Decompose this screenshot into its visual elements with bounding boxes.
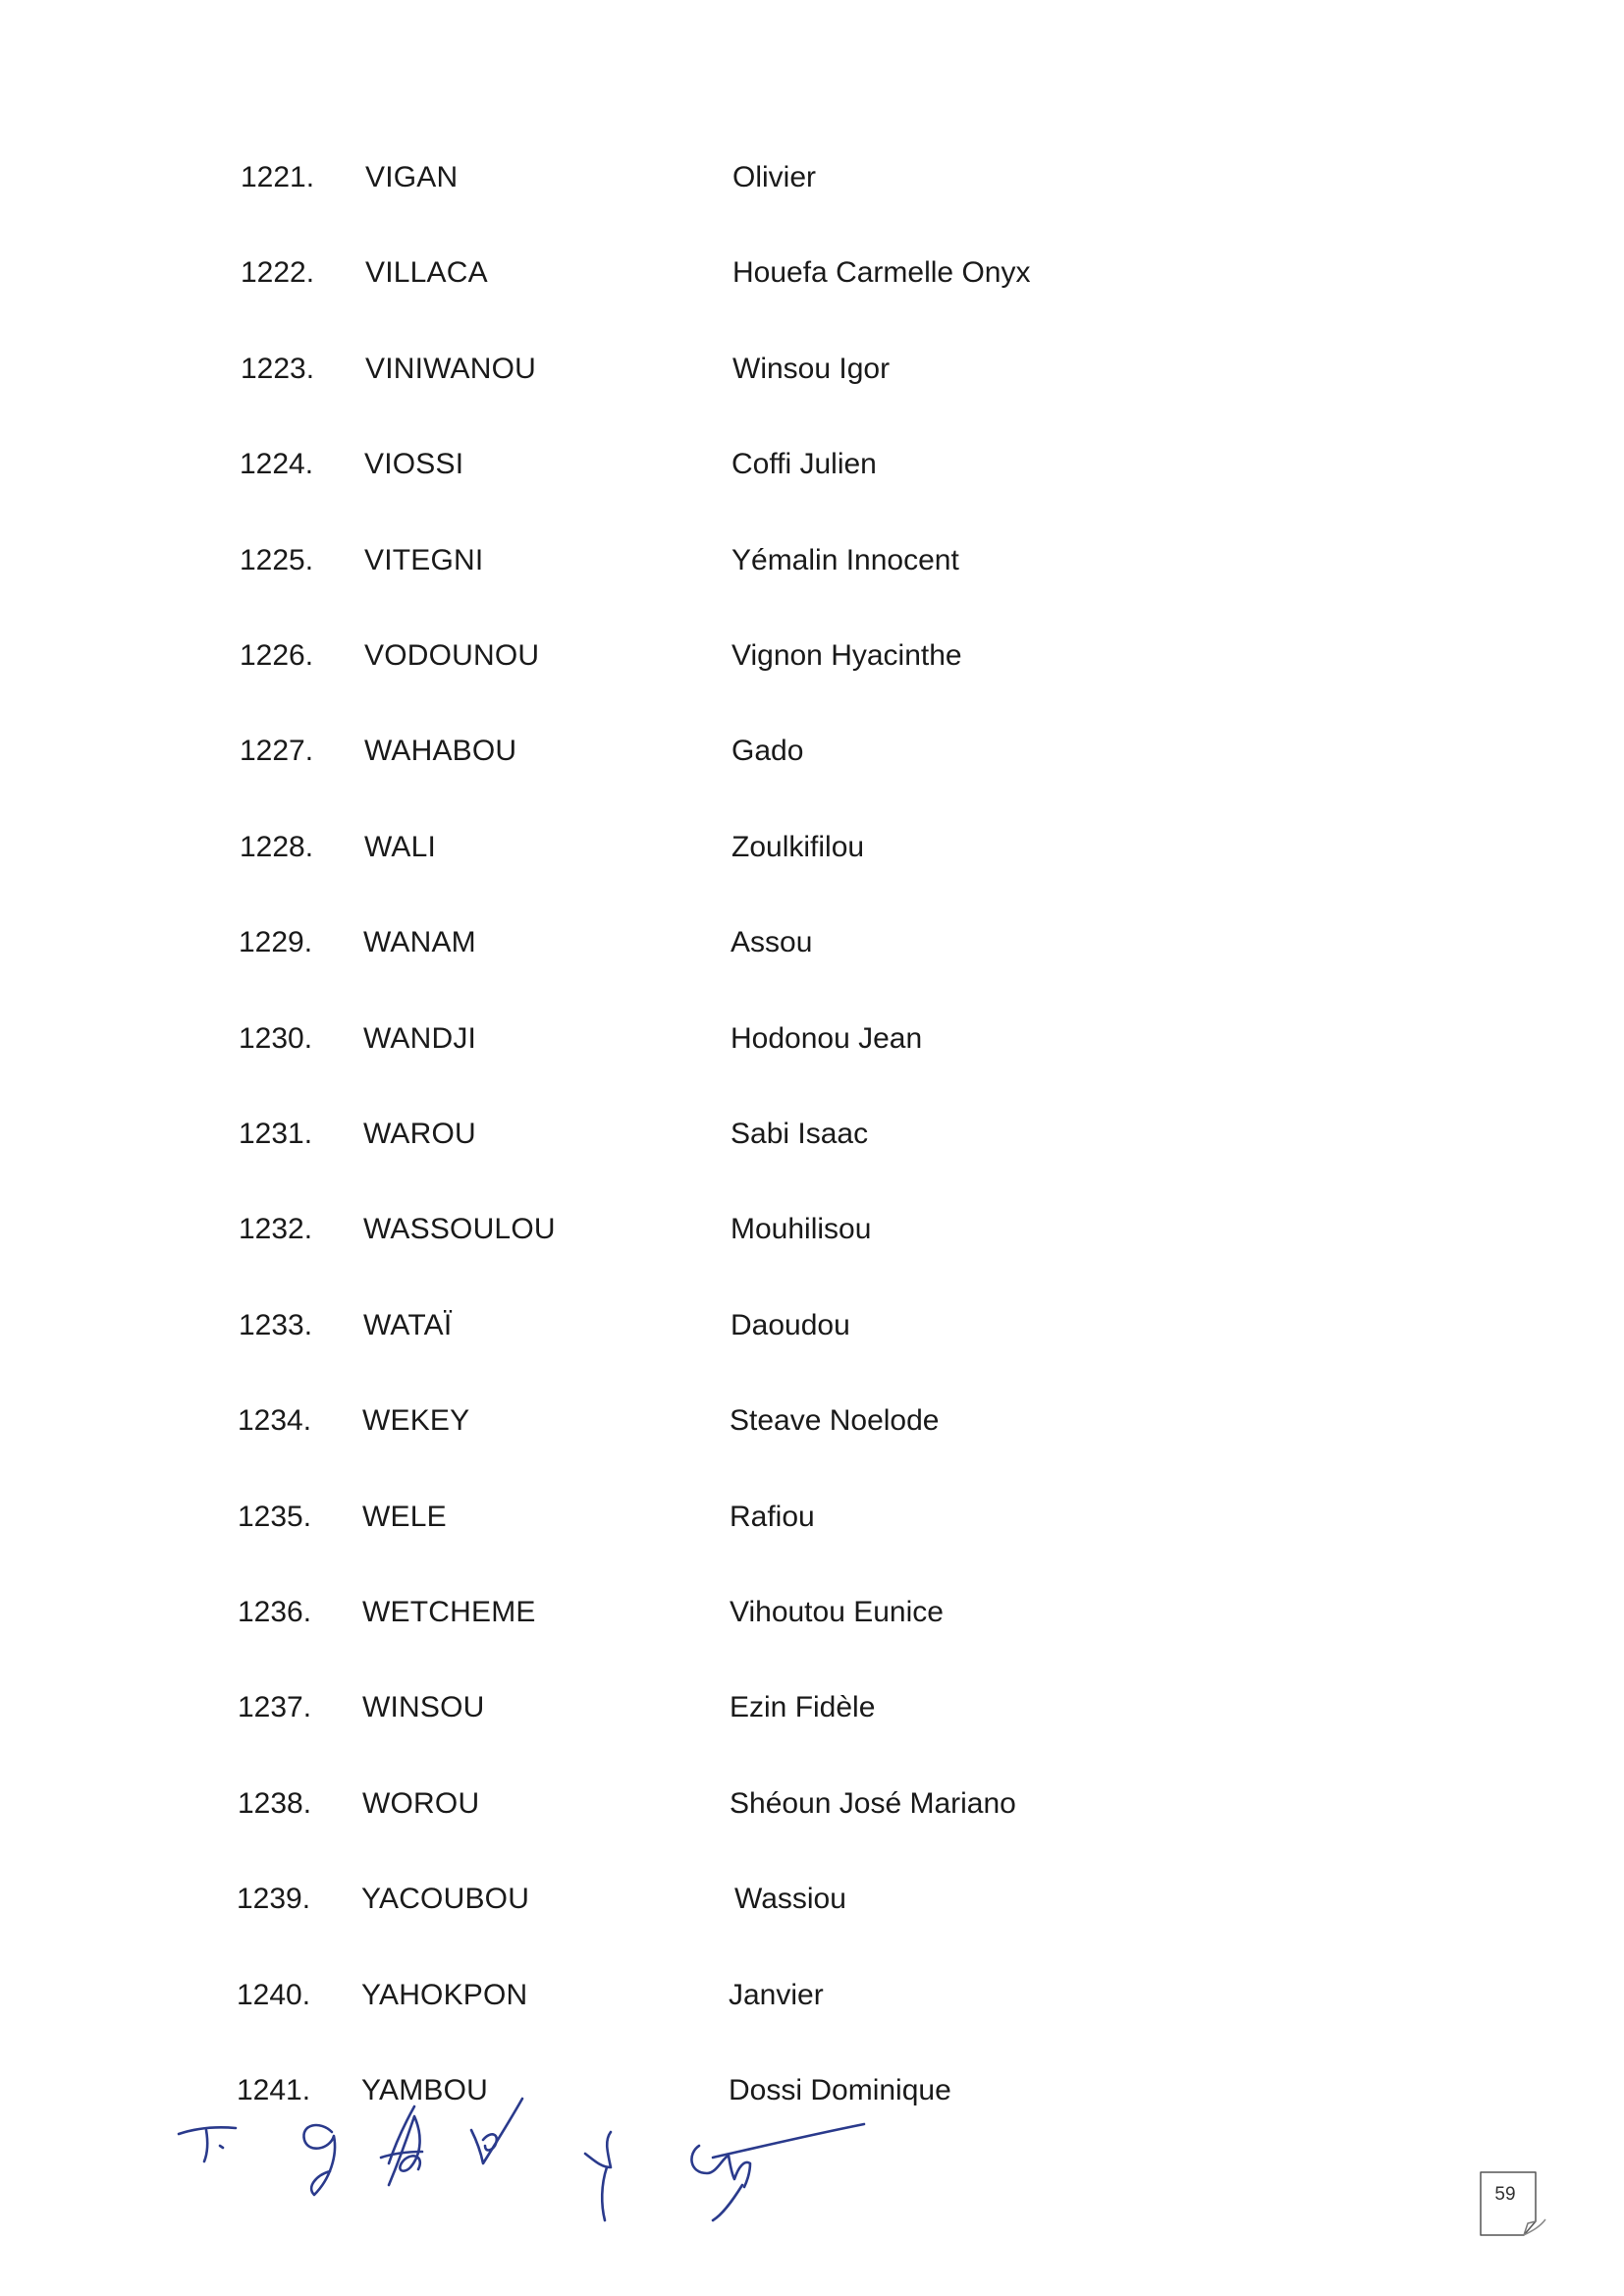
list-row bbox=[0, 1392, 1624, 1450]
list-row bbox=[0, 1678, 1624, 1737]
list-row bbox=[0, 913, 1624, 972]
list-row bbox=[0, 722, 1624, 781]
last-name: WINSOU bbox=[362, 1691, 485, 1723]
last-name: WAROU bbox=[363, 1118, 476, 1150]
last-name: VILLACA bbox=[365, 256, 488, 289]
last-name: YAHOKPON bbox=[361, 1979, 528, 2011]
list-row bbox=[0, 1775, 1624, 1833]
first-name: Janvier bbox=[729, 1979, 824, 2011]
page-number-box bbox=[1475, 2166, 1549, 2241]
list-row bbox=[0, 1488, 1624, 1547]
row-number: 1223. bbox=[241, 353, 315, 385]
list-row bbox=[0, 1870, 1624, 1929]
row-number: 1240. bbox=[237, 1979, 311, 2011]
list-row bbox=[0, 1583, 1624, 1642]
first-name: Shéoun José Mariano bbox=[730, 1787, 1016, 1820]
row-number: 1230. bbox=[239, 1022, 313, 1055]
first-name: Gado bbox=[731, 735, 804, 767]
row-number: 1226. bbox=[240, 639, 314, 672]
row-number: 1235. bbox=[238, 1501, 312, 1533]
row-number: 1229. bbox=[239, 926, 313, 958]
last-name: VITEGNI bbox=[364, 544, 484, 576]
first-name: Sabi Isaac bbox=[731, 1118, 869, 1150]
first-name: Rafiou bbox=[730, 1501, 815, 1533]
first-name: Dossi Dominique bbox=[729, 2074, 951, 2106]
last-name: VIOSSI bbox=[364, 448, 464, 480]
last-name: WEKEY bbox=[362, 1404, 470, 1437]
row-number: 1233. bbox=[239, 1309, 313, 1341]
first-name: Daoudou bbox=[731, 1309, 850, 1341]
row-number: 1225. bbox=[240, 544, 314, 576]
list-row bbox=[0, 531, 1624, 590]
last-name: WATAÏ bbox=[363, 1309, 453, 1341]
first-name: Olivier bbox=[732, 161, 817, 193]
last-name: VODOUNOU bbox=[364, 639, 540, 672]
first-name: Zoulkifilou bbox=[731, 831, 865, 863]
initial-mark bbox=[691, 2124, 864, 2220]
last-name: WANDJI bbox=[363, 1022, 477, 1055]
row-number: 1234. bbox=[238, 1404, 312, 1437]
row-number: 1239. bbox=[237, 1883, 311, 1915]
row-number: 1221. bbox=[241, 161, 315, 193]
first-name: Coffi Julien bbox=[731, 448, 877, 480]
list-row bbox=[0, 148, 1624, 207]
list-row bbox=[0, 340, 1624, 399]
initial-mark bbox=[381, 2106, 422, 2185]
first-name: Hodonou Jean bbox=[731, 1022, 923, 1055]
last-name: WALI bbox=[364, 831, 437, 863]
last-name: WELE bbox=[362, 1501, 447, 1533]
last-name: WETCHEME bbox=[362, 1596, 536, 1628]
first-name: Vihoutou Eunice bbox=[730, 1596, 944, 1628]
row-number: 1224. bbox=[240, 448, 314, 480]
row-number: 1241. bbox=[237, 2074, 311, 2106]
initial-mark bbox=[303, 2125, 335, 2195]
last-name: VIGAN bbox=[365, 161, 459, 193]
list-row bbox=[0, 818, 1624, 877]
handwritten-initials bbox=[157, 2077, 903, 2234]
row-number: 1236. bbox=[238, 1596, 312, 1628]
first-name: Houefa Carmelle Onyx bbox=[732, 256, 1031, 289]
initial-mark bbox=[179, 2127, 236, 2161]
list-row bbox=[0, 244, 1624, 302]
row-number: 1232. bbox=[239, 1213, 313, 1245]
list-row bbox=[0, 1966, 1624, 2025]
initial-mark bbox=[585, 2132, 611, 2220]
first-name: Winsou Igor bbox=[732, 353, 891, 385]
row-number: 1237. bbox=[238, 1691, 312, 1723]
list-row bbox=[0, 1296, 1624, 1355]
last-name: YAMBOU bbox=[361, 2074, 488, 2106]
row-number: 1228. bbox=[240, 831, 314, 863]
first-name: Yémalin Innocent bbox=[731, 544, 959, 576]
row-number: 1227. bbox=[240, 735, 314, 767]
first-name: Ezin Fidèle bbox=[730, 1691, 876, 1723]
list-row bbox=[0, 1200, 1624, 1259]
page-number: 59 bbox=[1494, 2184, 1516, 2205]
row-number: 1238. bbox=[238, 1787, 312, 1820]
list-row bbox=[0, 1010, 1624, 1068]
last-name: WAHABOU bbox=[364, 735, 517, 767]
last-name: WANAM bbox=[363, 926, 476, 958]
list-row bbox=[0, 627, 1624, 685]
initial-mark bbox=[471, 2099, 522, 2163]
last-name: WASSOULOU bbox=[363, 1213, 556, 1245]
last-name: VINIWANOU bbox=[365, 353, 537, 385]
first-name: Steave Noelode bbox=[730, 1404, 940, 1437]
list-row bbox=[0, 435, 1624, 494]
row-number: 1231. bbox=[239, 1118, 313, 1150]
last-name: YACOUBOU bbox=[361, 1883, 530, 1915]
first-name: Vignon Hyacinthe bbox=[731, 639, 962, 672]
first-name: Mouhilisou bbox=[731, 1213, 872, 1245]
last-name: WOROU bbox=[362, 1787, 480, 1820]
first-name: Wassiou bbox=[734, 1883, 846, 1915]
list-row bbox=[0, 1105, 1624, 1164]
first-name: Assou bbox=[731, 926, 813, 958]
row-number: 1222. bbox=[241, 256, 315, 289]
